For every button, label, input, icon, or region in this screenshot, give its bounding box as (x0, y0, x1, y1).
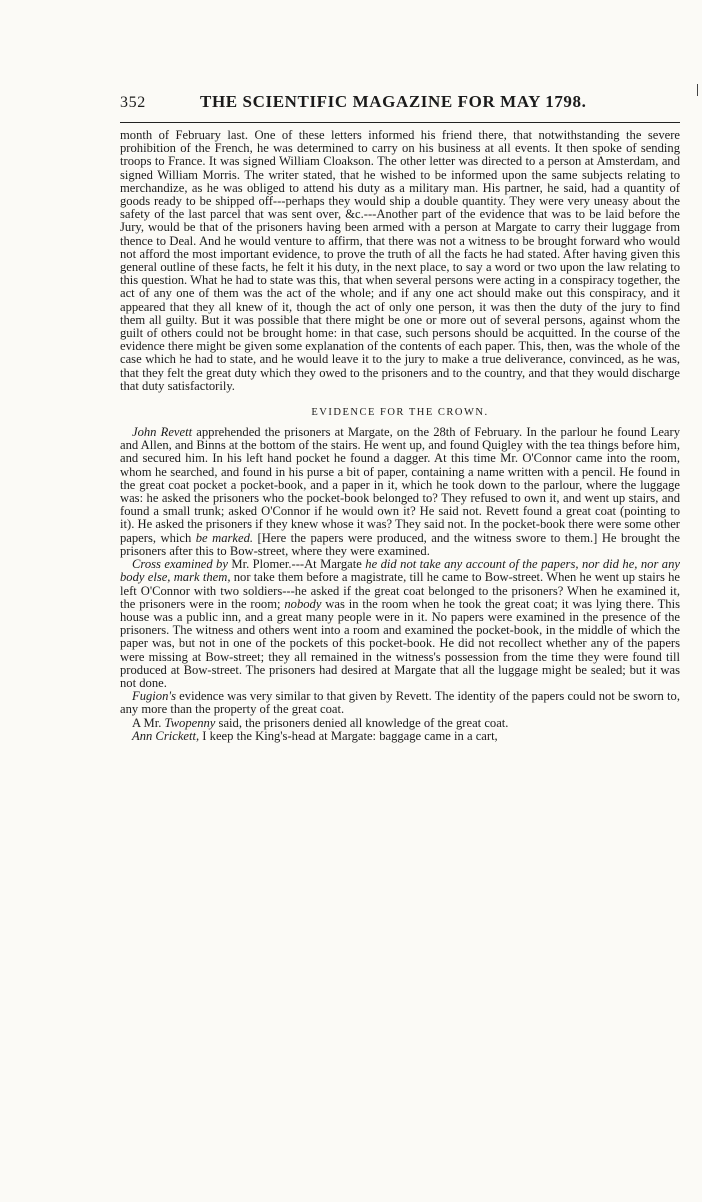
witness-name: John Revett (132, 425, 193, 440)
paragraph-twopenny: A Mr. Twopenny said, the prisoners denied all knowledge of the great coat. (132, 715, 509, 730)
witness-name: Ann Crickett, (132, 728, 200, 743)
page-number: 352 (120, 94, 146, 111)
magazine-page (120, 92, 680, 743)
witness-name: Twopenny (164, 715, 216, 730)
paragraph-crickett: Ann Crickett, I keep the King's-head at Margate: baggage came in a cart, (132, 728, 498, 743)
paragraph-cross-examination: Cross examined by Mr. Plomer.---At Margate he did not take any account of the papers, nor did he, nor any body else, mark them, nor take them before a magistrate, till he came to Bow-street. When he went up stairs he left O'Connor with two soldiers---he asked if the great coat belonged to the prisoners? When he examined it, the prisoners were in the room; nobody was in the room when he took the great coat; it was lying there. This house was a public inn, and a great many people were in it. No papers were examined in the presence of the prisoners. The witness and others went into a room and examined the pocket-book, in the middle of which the paper was, but not in one of the pockets of this pocket-book. He did not recollect whether any of the papers were missing at Bow-street; they all remained in the witness's possession from the time they were found till produced at Bow-street. The prisoners had desired at Margate that all the luggage might be sealed; but it was not done. (120, 557, 680, 690)
running-title: THE SCIENTIFIC MAGAZINE FOR MAY 1798. (200, 92, 587, 111)
paragraph-fugion: Fugion's evidence was very similar to that given by Revett. The identity of the papers could not be sworn to, any more than the property of the great coat. (120, 689, 680, 717)
page-edge-mark (697, 84, 698, 96)
section-heading: EVIDENCE FOR THE CROWN. (311, 407, 489, 419)
running-header (120, 92, 680, 114)
header-rule (120, 122, 680, 123)
paragraph-opening: month of February last. One of these letters informed his friend there, that notwithstanding the severe prohibition of the French, he was determined to carry on his business at all events. It then spoke of sending troops to France. It was signed William Cloakson. The other letter was directed to a person at Amsterdam, and signed William Morris. The writer stated, that he wished to be informed upon the same subjects relating to merchandize, as he was obliged to attend his duty as a military man. His partner, he said, had a quantity of goods ready to be shipped off---perhaps they would ship a double quantity. They were very uneasy about the safety of the last parcel that was sent over, &c.---Another part of the evidence that was to be laid before the Jury, would be that of the prisoners having been armed with a person at Margate to carry their luggage from thence to Deal. And he would venture to affirm, that there was not a witness to be brought forward who would not afford the most important evidence, to prove the truth of all the facts he had stated. After having given this general outline of these facts, he felt it his duty, in the next place, to say a word or two upon the law relating to this question. What he had to state was this, that when several persons were acting in a conspiracy together, the act of any one of them was the act of the whole; and if any one act should make out this conspiracy, and it appeared that they all knew of it, though the act of only one person, it was then the duty of the jury to find them all guilty. But it was possible that there might be one or more out of several persons, against whom the guilt of others could not be brought home: in that case, such persons should be acquitted. In the course of the evidence there might be given some explanation of the contents of each paper. This, then, was the whole of the case which he had to state, and he would leave it to the jury to make a true deliverance, convinced, as he was, that they felt the great duty which they owed to the prisoners and to the country, and that they would discharge that duty satisfactorily. (120, 128, 680, 393)
paragraph-revett: John Revett apprehended the prisoners at Margate, on the 28th of February. In the parlour he found Leary and Allen, and Binns at the bottom of the stairs. He went up, and found Quigley with the tea things before him, and secured him. In his left hand pocket he found a dagger. At this time Mr. O'Connor came into the room, whom he searched, and found in his purse a bit of paper, containing a name written with a pencil. He found in the great coat pocket a pocket-book, and a paper in it, which he took down to the parlour, where the luggage was: he asked the prisoners who the pocket-book belonged to? They refused to own it, and went up stairs, and found a small trunk; asked O'Connor if he would own it? He said not. Revett found a great coat (pointing to it). He asked the prisoners if they knew whose it was? They said not. In the pocket-book there were some other papers, which be marked. [Here the papers were produced, and the witness swore to them.] He brought the prisoners after this to Bow-street, where they were examined. (120, 425, 681, 558)
witness-name: Fugion's (132, 689, 176, 704)
